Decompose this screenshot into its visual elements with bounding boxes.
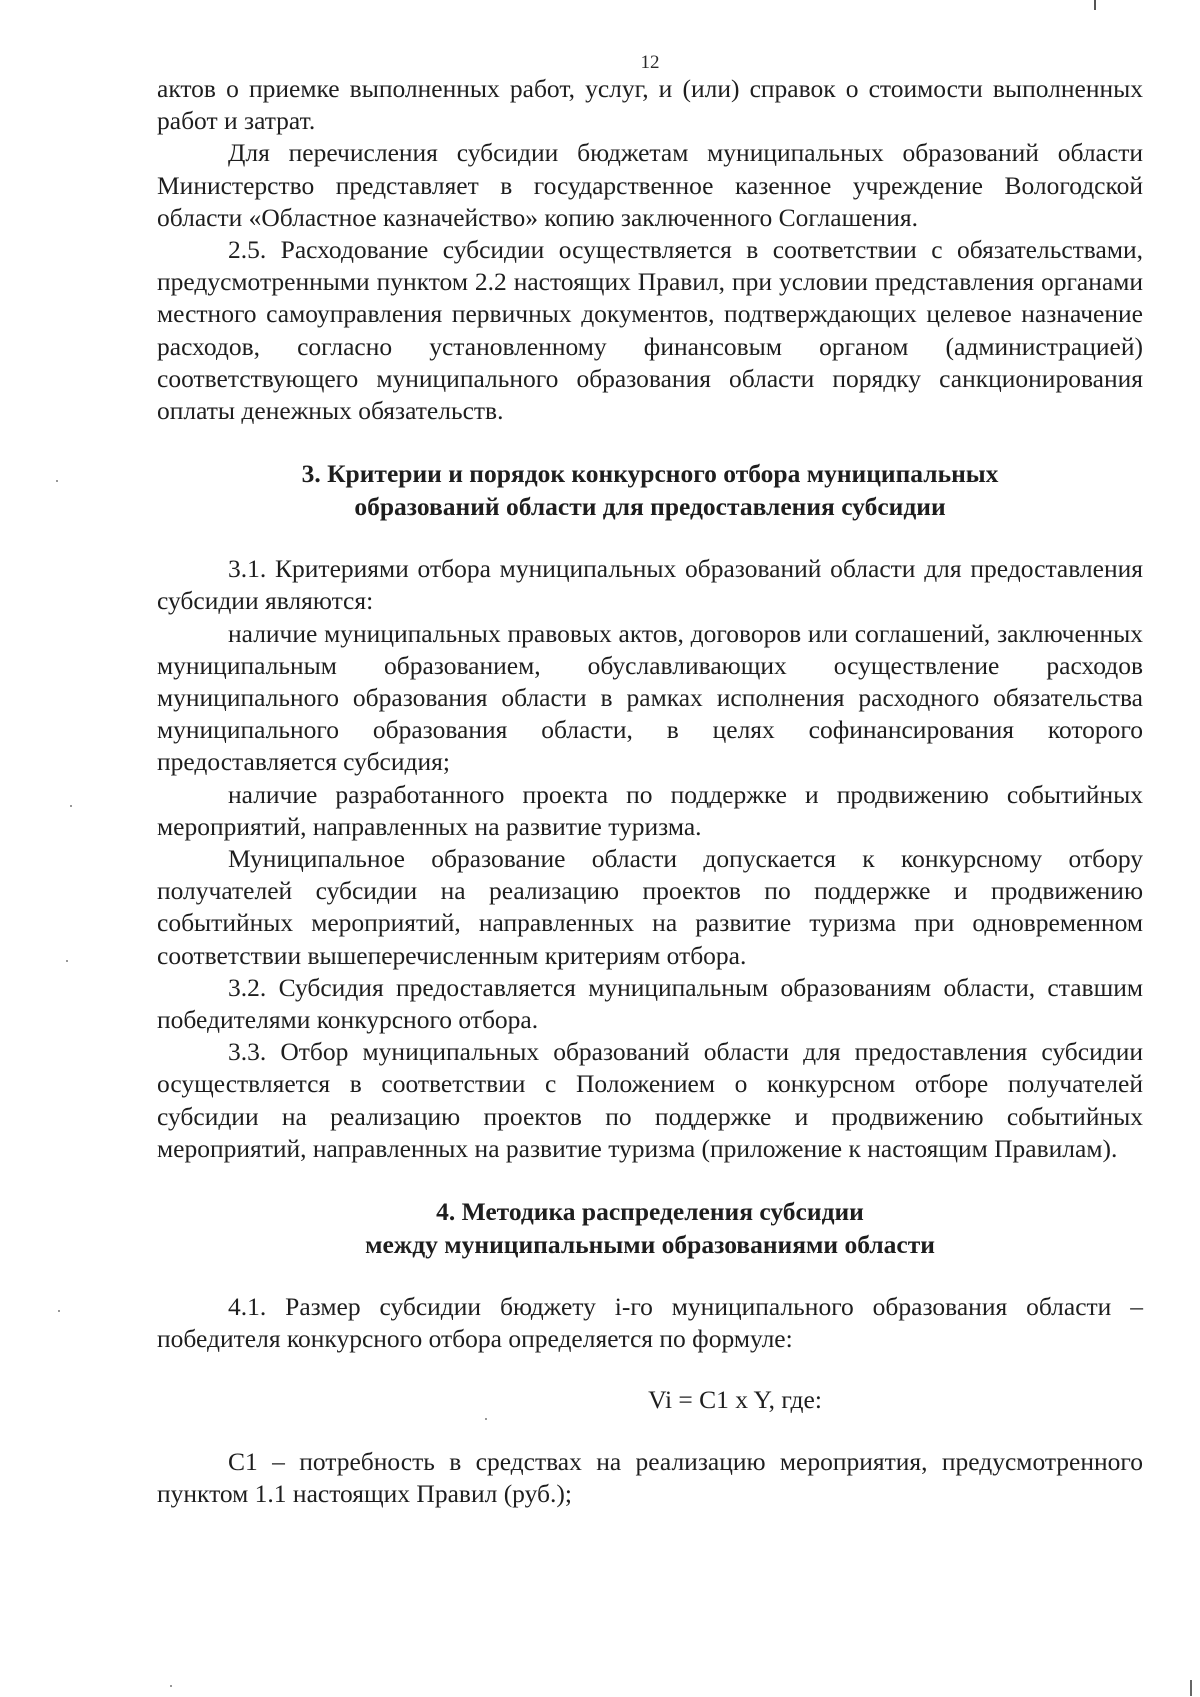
scan-speck (70, 805, 72, 807)
scan-mark (1094, 0, 1096, 10)
paragraph: 2.5. Расходование субсидии осуществляется в соответствии с обязательствами, предусмотренными пунктом 2.2 настоящих Правил, при условии представления органами местного самоуправления первичных документов, подтверждающих целевое назначение расходов, согласно установленному финансовым органом (администрацией) соответствующего муниципального образования области порядку санкционирования оплаты денежных обязательств. (157, 235, 1143, 426)
document-body (157, 73, 1143, 1510)
scan-mark (1190, 1680, 1192, 1696)
paragraph: 3.1. Критериями отбора муниципальных образований области для предоставления субсидии являются: (157, 554, 1143, 616)
paragraph: Муниципальное образование области допускается к конкурсному отбору получателей субсидии на реализацию проектов по поддержке и продвижению событийных мероприятий, направленных на развитие туризма при одновременном соответствии вышеперечисленным критериям отбора. (157, 844, 1143, 970)
section-heading-line: 3. Критерии и порядок конкурсного отбора муниципальных (301, 459, 999, 489)
paragraph: 3.2. Субсидия предоставляется муниципальным образованиям области, ставшим победителями конкурсного отбора. (157, 972, 1143, 1035)
paragraph: актов о приемке выполненных работ, услуг, и (или) справок о стоимости выполненных работ и затрат. (157, 74, 1143, 136)
section-heading-line: между муниципальными образованиями области (365, 1230, 935, 1260)
section-heading (157, 1195, 1143, 1261)
scan-speck (170, 1685, 172, 1687)
scan-speck (58, 1310, 60, 1312)
section-heading (157, 457, 1143, 523)
paragraph: 4.1. Размер субсидии бюджету i-го муниципального образования области – победителя конкурсного отбора определяется по формуле: (157, 1292, 1143, 1354)
scan-speck (66, 960, 68, 962)
section-heading-line: 4. Методика распределения субсидии (436, 1197, 864, 1227)
paragraph: наличие муниципальных правовых актов, договоров или соглашений, заключенных муниципальным образованием, обуславливающих осуществление расходов муниципального образования области в рамках исполнения расходного обязательства муниципального образования области, в целях софинансирования которого предоставляется субсидия; (157, 618, 1143, 777)
paragraph: C1 – потребность в средствах на реализацию мероприятия, предусмотренного пунктом 1.1 настоящих Правил (руб.); (157, 1446, 1143, 1508)
formula: Vi = C1 x Y, где: (648, 1384, 822, 1414)
page-number: 12 (640, 52, 660, 73)
paragraph: 3.3. Отбор муниципальных образований области для предоставления субсидии осуществляется в соответствии с Положением о конкурсном отборе получателей субсидии на реализацию проектов по поддержке и продвижению событийных мероприятий, направленных на развитие туризма (приложение к настоящим Правилам). (157, 1037, 1143, 1163)
paragraph: Для перечисления субсидии бюджетам муниципальных образований области Министерство представляет в государственное казенное учреждение Вологодской области «Областное казначейство» копию заключенного Соглашения. (157, 138, 1143, 232)
scan-speck (56, 480, 58, 482)
paragraph: наличие разработанного проекта по поддержке и продвижению событийных мероприятий, направленных на развитие туризма. (157, 779, 1143, 841)
section-heading-line: образований области для предоставления субсидии (354, 492, 946, 522)
